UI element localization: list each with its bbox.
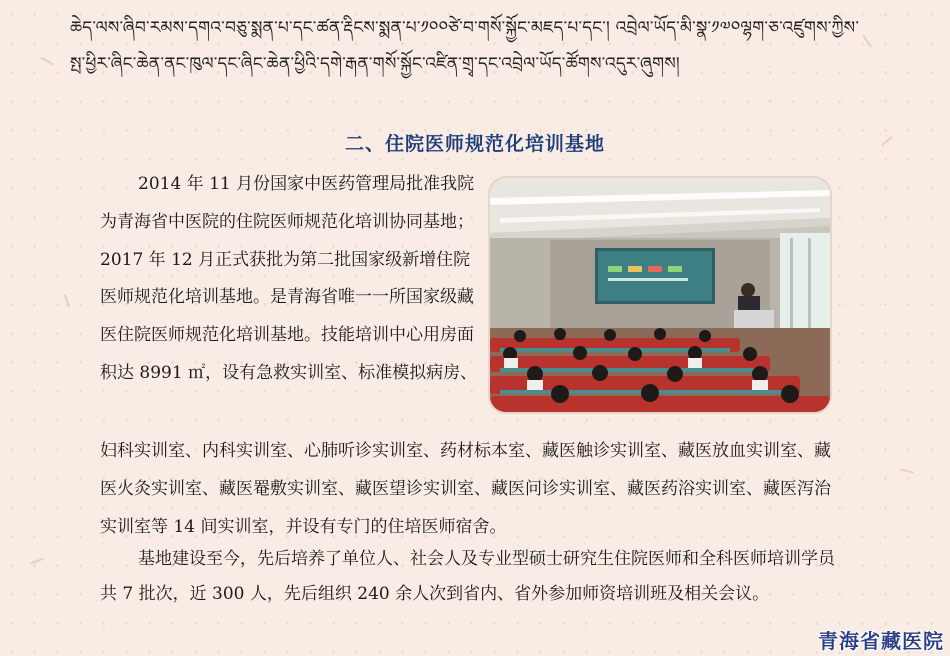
- paragraph-training-results: 基地建设至今，先后培养了单位人、社会人及专业型硕士研究生住院医师和全科医师培训学员共 7 批次，近 300 人，先后组织 240 余人次到省内、省外参加师资培训班及相关会议。: [100, 549, 835, 604]
- lecture-hall-photo: [490, 178, 830, 412]
- paragraph-training-base-intro: 2014 年 11 月份国家中医药管理局批准我院为青海省中医院的住院医师规范化培训协同基地；2017 年 12 月正式获批为第二批国家级新增住院医师规范化培训基地。是青海省唯一一所国家级藏医住院医师规范化培训基地。技能培训中心用房面积达 8991 ㎡，设有急救实训室、标准模拟病房、: [100, 174, 478, 383]
- paper-fleck: [30, 558, 44, 565]
- paragraph-training-rooms: 妇科实训室、内科实训室、心肺听诊实训室、药材标本室、藏医触诊实训室、藏医放血实训室、藏医火灸实训室、藏医罨敷实训室、藏医望诊实训室、藏医问诊实训室、藏医药浴实训室、藏医泻治实训室等 14 间实训室，并设有专门的住培医师宿舍。: [100, 441, 831, 537]
- hospital-watermark: 青海省藏医院: [818, 629, 944, 653]
- section-title: 二、住院医师规范化培训基地: [344, 133, 605, 155]
- paper-fleck: [64, 294, 71, 308]
- paper-fleck: [40, 57, 53, 66]
- paper-fleck: [900, 468, 914, 474]
- tibetan-paragraph: ཆེད་ལས་ཞིབ་རམས་དགའ་བཅུ་སྨན་པ་དང་ཚན་རྡིངས་སྨན་པ་༡༠༠ཙེ་བ་གསོ་སྐྱོང་མཇད་པ་དང་། འབྲེལ་ཡོད་མི་སྣ་༡༧༠ལྷག་ཅ་འཛུགས་ཀྱིས་སྤ་ཕྱིར་ཞིང་ཆེན་ནང་ཁུལ་དང་ཞིང་ཆེན་ཕྱིའི་དགེ་རྒན་གསོ་སྐྱོང་འཛིན་གྲྭ་དང་འབྲེལ་ཡོད་ཚོགས་འདུར་ཞུགས།: [70, 18, 860, 74]
